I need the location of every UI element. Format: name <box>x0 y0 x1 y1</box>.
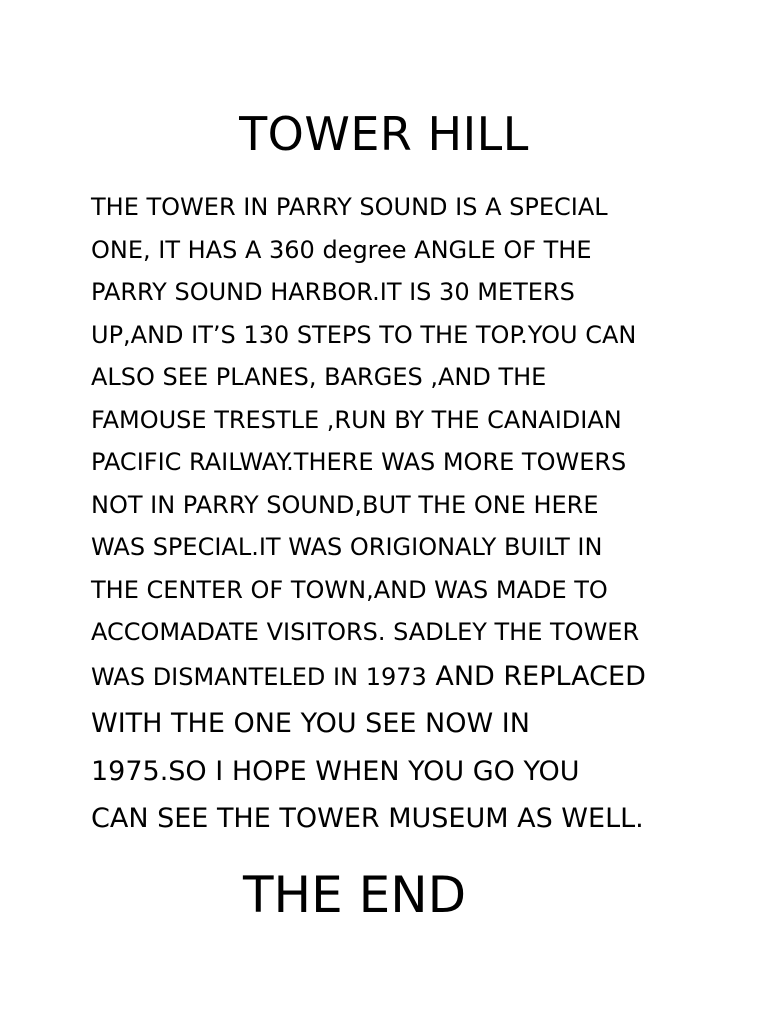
paragraph-line: THE TOWER IN PARRY SOUND IS A SPECIAL <box>91 193 608 221</box>
paragraph-line-large-part: AND REPLACED <box>426 660 646 692</box>
paragraph-line: THE CENTER OF TOWN,AND WAS MADE TO <box>91 575 608 604</box>
paragraph-line-small-part: WAS DISMANTELED IN 1973 <box>91 662 427 691</box>
paragraph-line: CAN SEE THE TOWER MUSEUM AS WELL. <box>91 803 644 834</box>
paragraph-line: UP,AND IT’S 130 STEPS TO THE TOP.YOU CAN <box>91 320 637 349</box>
paragraph-line-mixed <box>91 657 691 705</box>
paragraph-line: NOT IN PARRY SOUND,BUT THE ONE HERE <box>91 490 599 519</box>
paragraph-line: WAS SPECIAL.IT WAS ORIGIONALY BUILT IN <box>91 533 603 561</box>
paragraph-line: ALSO SEE PLANES, BARGES ,AND THE <box>91 363 547 391</box>
closing-heading: THE END <box>243 866 467 924</box>
body-paragraph <box>91 189 691 847</box>
document-title: TOWER HILL <box>239 107 529 161</box>
paragraph-line: PACIFIC RAILWAY.THERE WAS MORE TOWERS <box>91 448 627 476</box>
paragraph-line: FAMOUSE TRESTLE ,RUN BY THE CANAIDIAN <box>91 405 622 434</box>
paragraph-line: ONE, IT HAS A 360 degree ANGLE OF THE <box>91 235 592 264</box>
paragraph-line: WITH THE ONE YOU SEE NOW IN <box>91 708 530 739</box>
paragraph-line: PARRY SOUND HARBOR.IT IS 30 METERS <box>91 278 575 306</box>
paragraph-line: 1975.SO I HOPE WHEN YOU GO YOU <box>91 755 580 787</box>
paragraph-line: ACCOMADATE VISITORS. SADLEY THE TOWER <box>91 618 640 646</box>
